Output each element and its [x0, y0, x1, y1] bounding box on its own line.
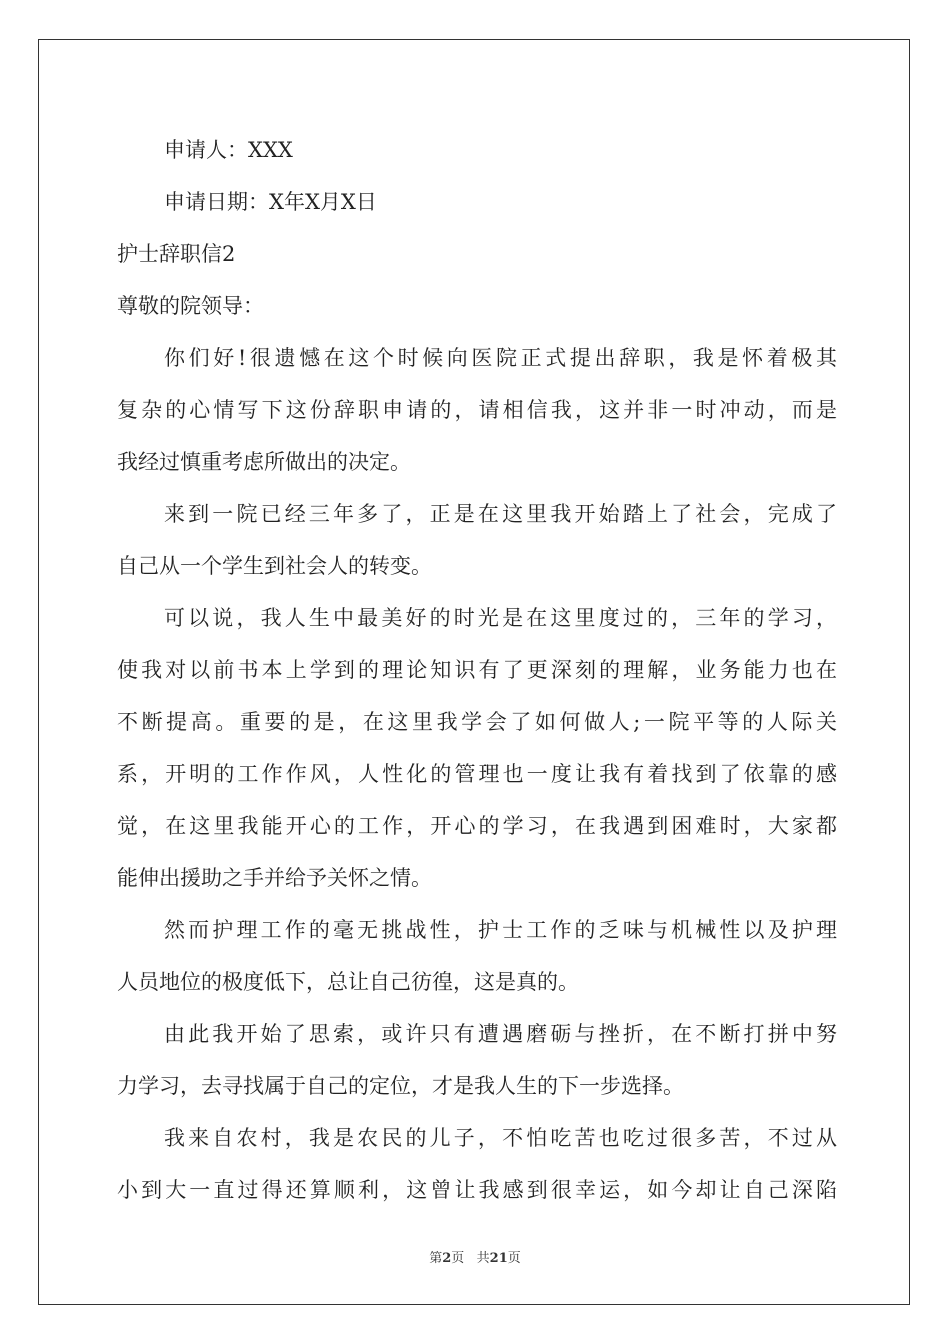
footer-prefix: 第	[429, 1251, 443, 1266]
paragraph-line: 力学习，去寻找属于自己的定位，才是我人生的下一步选择。	[117, 1074, 684, 1098]
paragraph-line: 觉，在这里我能开心的工作，开心的学习，在我遇到困难时，大家都	[117, 814, 837, 838]
applicant-line: 申请人：XXX	[164, 138, 293, 162]
total-page-count: 21	[489, 1251, 508, 1266]
paragraph-line: 系，开明的工作作风，人性化的管理也一度让我有着找到了依靠的感	[117, 762, 837, 786]
paragraph-line: 能伸出援助之手并给予关怀之情。	[117, 866, 432, 890]
paragraph-line: 我来自农村，我是农民的儿子，不怕吃苦也吃过很多苦，不过从	[164, 1126, 837, 1150]
paragraph-line: 由此我开始了思索，或许只有遭遇磨砺与挫折，在不断打拼中努	[164, 1022, 837, 1046]
footer-suffix: 页	[507, 1251, 521, 1266]
salutation: 尊敬的院领导：	[117, 294, 264, 318]
current-page-number: 2	[442, 1251, 452, 1266]
paragraph-line: 然而护理工作的毫无挑战性，护士工作的乏味与机械性以及护理	[164, 918, 837, 942]
paragraph-line: 不断提高。重要的是，在这里我学会了如何做人;一院平等的人际关	[117, 710, 837, 734]
paragraph	[117, 332, 837, 488]
paragraph-line: 可以说，我人生中最美好的时光是在这里度过的，三年的学习，	[164, 606, 837, 630]
paragraph-line: 小到大一直过得还算顺利，这曾让我感到很幸运，如今却让自己深陷	[117, 1178, 837, 1202]
paragraph	[117, 592, 837, 904]
paragraph-line: 使我对以前书本上学到的理论知识有了更深刻的理解，业务能力也在	[117, 658, 837, 682]
paragraph-line: 人员地位的极度低下，总让自己彷徨，这是真的。	[117, 970, 579, 994]
date-line: 申请日期：X年X月X日	[164, 190, 377, 214]
paragraph-line: 复杂的心情写下这份辞职申请的，请相信我，这并非一时冲动，而是	[117, 398, 837, 422]
paragraph	[117, 488, 837, 592]
paragraph	[117, 1008, 837, 1112]
paragraph	[117, 904, 837, 1008]
paragraph-line: 自己从一个学生到社会人的转变。	[117, 554, 432, 578]
footer-mid: 页 共	[451, 1251, 490, 1266]
paragraph-line: 我经过慎重考虑所做出的决定。	[117, 450, 411, 474]
paragraph-line: 你们好!很遗憾在这个时候向医院正式提出辞职，我是怀着极其	[164, 346, 837, 370]
paragraph-line: 来到一院已经三年多了，正是在这里我开始踏上了社会，完成了	[164, 502, 837, 526]
document-body	[117, 124, 837, 1216]
letter-title: 护士辞职信2	[117, 242, 236, 266]
page-footer	[0, 1247, 950, 1266]
paragraph	[117, 1112, 837, 1216]
